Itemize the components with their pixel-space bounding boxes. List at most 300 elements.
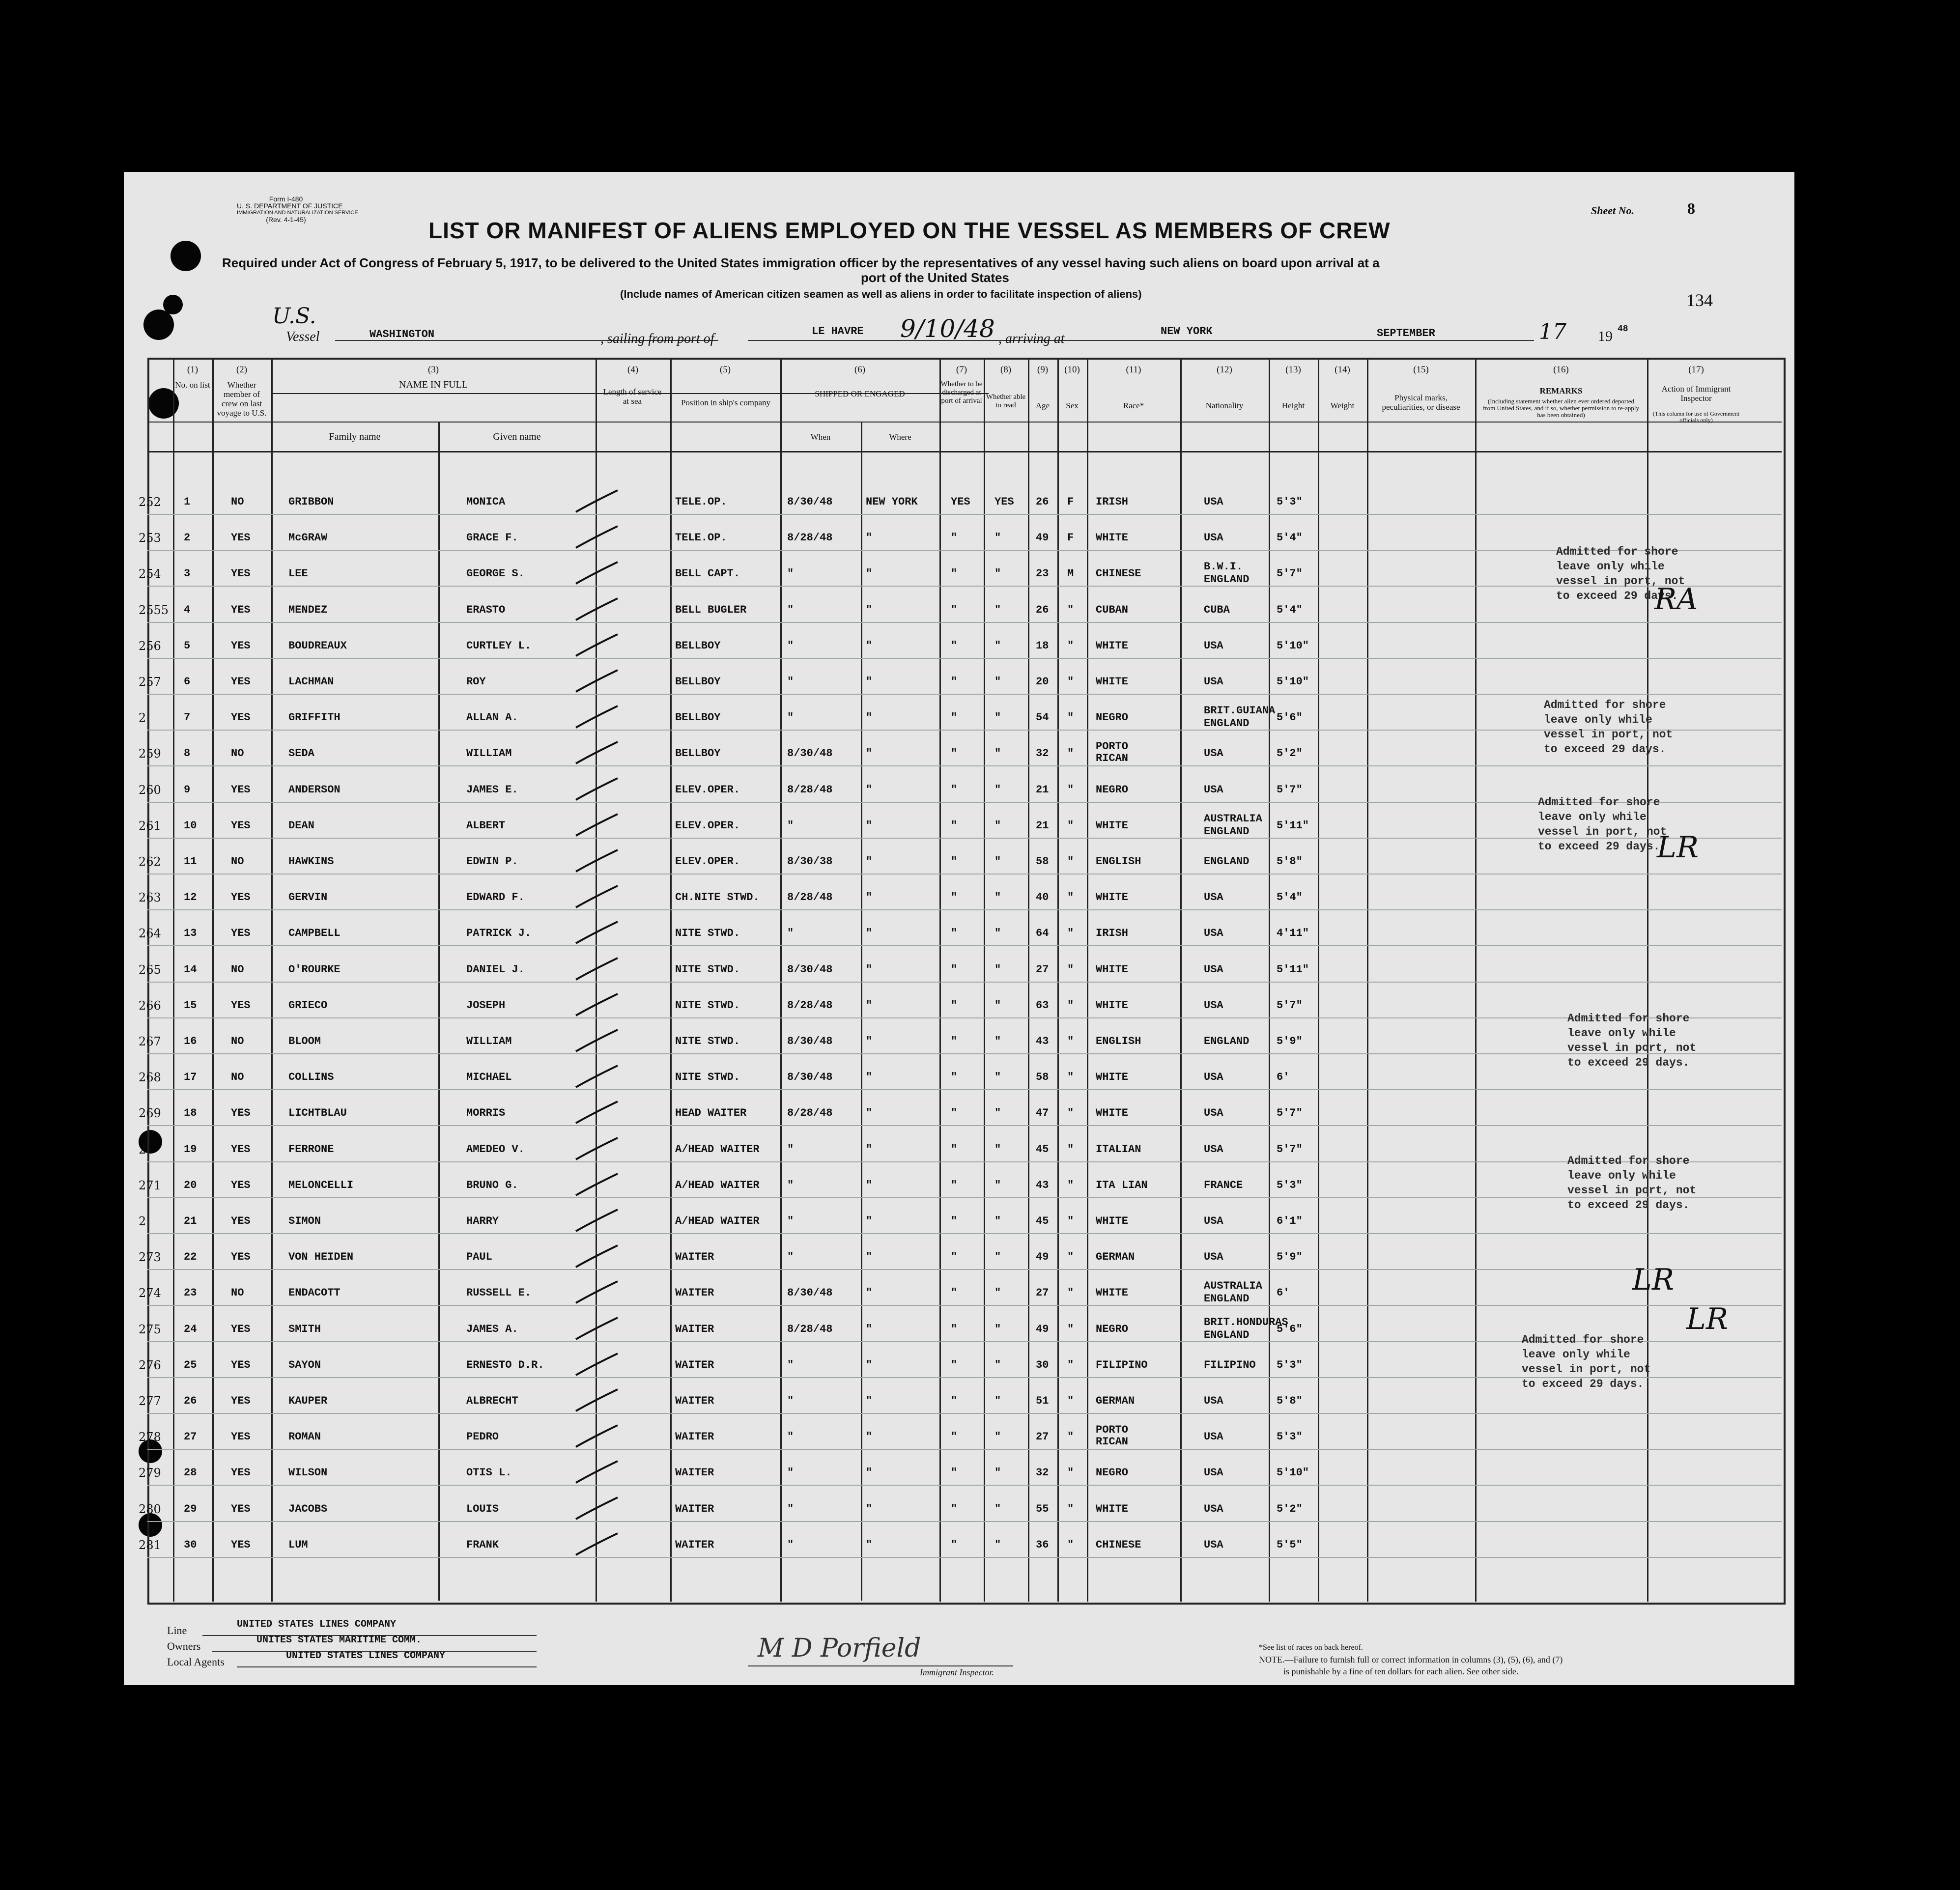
- able-to-read: ": [994, 891, 1001, 904]
- age: 58: [1036, 1071, 1049, 1084]
- previous-voyage: NO: [231, 963, 244, 976]
- service-tick-mark: [573, 919, 623, 948]
- list-number: 17: [184, 1071, 197, 1084]
- form-service: IMMIGRATION AND NATURALIZATION SERVICE: [237, 210, 358, 216]
- sex: ": [1067, 1395, 1074, 1407]
- previous-voyage: YES: [231, 1538, 251, 1551]
- discharged: ": [951, 1251, 958, 1264]
- nationality: USA: [1204, 1143, 1223, 1156]
- shipped-where: NEW YORK: [866, 496, 918, 508]
- shipped-where: ": [866, 783, 873, 796]
- footnote-races: *See list of races on back hereof.: [1259, 1643, 1363, 1652]
- age: 51: [1036, 1395, 1049, 1407]
- able-to-read: ": [994, 1143, 1001, 1156]
- able-to-read: ": [994, 783, 1001, 796]
- punch-hole: [163, 295, 183, 314]
- us-handwritten: U.S.: [272, 304, 316, 329]
- age: 32: [1036, 747, 1049, 760]
- service-tick-mark: [573, 1135, 623, 1164]
- row-margin-number: 260: [139, 783, 161, 797]
- height: 6': [1277, 1287, 1290, 1299]
- sex: F: [1067, 532, 1074, 544]
- family-name-header: Family name: [329, 431, 381, 442]
- discharged: ": [951, 855, 958, 868]
- discharged: ": [951, 747, 958, 760]
- port-to: NEW YORK: [1161, 325, 1213, 338]
- shipped-when: 8/30/48: [787, 963, 833, 976]
- col-10-number: (10): [1064, 365, 1080, 375]
- height: 6': [1277, 1071, 1290, 1084]
- footnote-note-2: is punishable by a fine of ten dollars for each alien. See other side.: [1283, 1666, 1519, 1676]
- race: WHITE: [1096, 1502, 1129, 1515]
- position: NITE STWD.: [675, 1071, 740, 1084]
- race: WHITE: [1096, 1107, 1129, 1120]
- nationality: USA: [1204, 999, 1223, 1012]
- agents-name: UNITED STATES LINES COMPANY: [286, 1650, 446, 1662]
- list-number: 23: [184, 1287, 197, 1299]
- list-number: 5: [184, 639, 191, 652]
- race: WHITE: [1096, 532, 1129, 544]
- able-to-read: ": [994, 1287, 1001, 1299]
- list-number: 22: [184, 1251, 197, 1264]
- race: ITALIAN: [1096, 1143, 1141, 1156]
- form-subtitle-2: port of the United States: [861, 270, 1009, 285]
- shipped-where: ": [866, 567, 873, 580]
- sex: ": [1067, 1502, 1074, 1515]
- col-1-number: (1): [187, 365, 199, 375]
- footnote-note: NOTE.—Failure to furnish full or correct information in columns (3), (5), (6), and (7): [1259, 1655, 1563, 1664]
- previous-voyage: YES: [231, 891, 251, 904]
- height: 5'3": [1277, 1358, 1303, 1371]
- col-17-subheader: (This column for use of Government officials only): [1652, 410, 1740, 423]
- row-margin-number: 266: [139, 998, 161, 1013]
- height: 5'7": [1277, 1107, 1303, 1120]
- height: 5'2": [1277, 1502, 1303, 1515]
- previous-voyage: YES: [231, 1502, 251, 1515]
- col-14-header: Weight: [1330, 401, 1355, 410]
- position: NITE STWD.: [675, 1035, 740, 1047]
- height: 5'9": [1277, 1251, 1303, 1264]
- previous-voyage: YES: [231, 1179, 251, 1191]
- previous-voyage: YES: [231, 1467, 251, 1479]
- previous-voyage: YES: [231, 532, 251, 544]
- family-name: MENDEZ: [288, 603, 328, 616]
- discharged: ": [951, 711, 958, 724]
- sex: ": [1067, 819, 1074, 832]
- discharged: ": [951, 532, 958, 544]
- form-number: Form I-480: [269, 195, 303, 203]
- agents-label: Local Agents: [167, 1656, 225, 1668]
- inspector-initials: LR: [1686, 1302, 1729, 1336]
- given-name: EDWIN P.: [466, 855, 518, 868]
- race: ENGLISH: [1096, 855, 1141, 868]
- nationality: ENGLAND: [1204, 855, 1250, 868]
- service-tick-mark: [573, 523, 623, 553]
- able-to-read: ": [994, 1251, 1001, 1264]
- height: 5'10": [1277, 639, 1309, 652]
- previous-voyage: YES: [231, 927, 251, 940]
- list-number: 10: [184, 819, 197, 832]
- shipped-where: ": [866, 1107, 873, 1120]
- previous-voyage: NO: [231, 1071, 244, 1084]
- shipped-where: ": [866, 963, 873, 976]
- family-name: LACHMAN: [288, 676, 334, 688]
- discharged: ": [951, 1071, 958, 1084]
- list-number: 3: [184, 567, 191, 580]
- family-name: SEDA: [288, 747, 314, 760]
- list-number: 11: [184, 855, 197, 868]
- shipped-when: ": [787, 639, 794, 652]
- able-to-read: ": [994, 1358, 1001, 1371]
- shipped-where: ": [866, 1538, 873, 1551]
- given-name: BRUNO G.: [466, 1179, 518, 1191]
- discharged: ": [951, 999, 958, 1012]
- service-tick-mark: [573, 811, 623, 841]
- sex: F: [1067, 496, 1074, 508]
- shipped-when: ": [787, 819, 794, 832]
- service-tick-mark: [573, 1351, 623, 1380]
- family-name: BLOOM: [288, 1035, 321, 1047]
- able-to-read: ": [994, 1179, 1001, 1191]
- shipped-where: ": [866, 1467, 873, 1479]
- given-name-header: Given name: [493, 431, 541, 442]
- service-tick-mark: [573, 1027, 623, 1056]
- age: 26: [1036, 496, 1049, 508]
- position: ELEV.OPER.: [675, 855, 740, 868]
- list-number: 12: [184, 891, 197, 904]
- shipped-where: ": [866, 747, 873, 760]
- service-tick-mark: [573, 1278, 623, 1308]
- position: BELLBOY: [675, 747, 721, 760]
- discharged: ": [951, 891, 958, 904]
- age: 54: [1036, 711, 1049, 724]
- shipped-where: ": [866, 1215, 873, 1227]
- position: NITE STWD.: [675, 927, 740, 940]
- shore-leave-stamp: Admitted for shore leave only while vessel in port, not to exceed 29 days.: [1556, 545, 1685, 602]
- given-name: ALBRECHT: [466, 1395, 518, 1407]
- service-tick-mark: [573, 991, 623, 1020]
- family-name: LUM: [288, 1538, 308, 1551]
- col-5-number: (5): [719, 365, 731, 375]
- shipped-when: ": [787, 1467, 794, 1479]
- shipped-when: 8/30/48: [787, 1287, 833, 1299]
- discharged: ": [951, 603, 958, 616]
- position: A/HEAD WAITER: [675, 1143, 760, 1156]
- able-to-read: ": [994, 1323, 1001, 1335]
- row-margin-number: 264: [139, 927, 161, 941]
- given-name: RUSSELL E.: [466, 1287, 532, 1299]
- col-9-number: (9): [1037, 365, 1049, 375]
- list-number: 30: [184, 1538, 197, 1551]
- given-name: CURTLEY L.: [466, 639, 532, 652]
- row-margin-number: 277: [139, 1394, 161, 1408]
- discharged: ": [951, 676, 958, 688]
- given-name: ERNESTO D.R.: [466, 1358, 544, 1371]
- given-name: DANIEL J.: [466, 963, 525, 976]
- shipped-where: ": [866, 1395, 873, 1407]
- previous-voyage: YES: [231, 711, 251, 724]
- row-margin-number: 257: [139, 675, 161, 689]
- list-number: 29: [184, 1502, 197, 1515]
- nationality: USA: [1204, 639, 1223, 652]
- age: 64: [1036, 927, 1049, 940]
- height: 5'8": [1277, 855, 1303, 868]
- service-tick-mark: [573, 1530, 623, 1560]
- discharged: ": [951, 1215, 958, 1227]
- punch-hole: [143, 310, 174, 340]
- nationality: AUSTRALIA: [1204, 1280, 1262, 1293]
- able-to-read: ": [994, 1071, 1001, 1084]
- race: WHITE: [1096, 1287, 1129, 1299]
- col-12-header: Nationality: [1205, 401, 1244, 410]
- nationality: CUBA: [1204, 603, 1230, 616]
- previous-voyage: NO: [231, 496, 244, 508]
- height: 6'1": [1277, 1215, 1303, 1227]
- form-subtitle: Required under Act of Congress of February 5, 1917, to be delivered to the United States immigration officer by the representatives of any vessel having such aliens on board upon arrival at a: [222, 255, 1380, 270]
- able-to-read: ": [994, 1395, 1001, 1407]
- service-tick-mark: [573, 1386, 623, 1416]
- family-name: GERVIN: [288, 891, 328, 904]
- service-tick-mark: [573, 703, 623, 733]
- row-margin-number: 261: [139, 818, 161, 833]
- arrival-month: SEPTEMBER: [1377, 327, 1435, 339]
- position: ELEV.OPER.: [675, 819, 740, 832]
- row-margin-number: 253: [139, 531, 161, 545]
- sex: ": [1067, 855, 1074, 868]
- col-10-header: Sex: [1066, 401, 1079, 410]
- family-name: CAMPBELL: [288, 927, 341, 940]
- given-name: ALLAN A.: [466, 711, 518, 724]
- age: 58: [1036, 855, 1049, 868]
- position: CH.NITE STWD.: [675, 891, 760, 904]
- height: 4'11": [1277, 927, 1309, 940]
- age: 55: [1036, 1502, 1049, 1515]
- family-name: ANDERSON: [288, 783, 341, 796]
- list-number: 7: [184, 711, 191, 724]
- position: BELLBOY: [675, 676, 721, 688]
- given-name: FRANK: [466, 1538, 499, 1551]
- discharged: ": [951, 1395, 958, 1407]
- age: 49: [1036, 532, 1049, 544]
- col-8-header: Whether able to read: [986, 393, 1026, 409]
- given-name: ALBERT: [466, 819, 506, 832]
- service-tick-mark: [573, 487, 623, 517]
- service-tick-mark: [573, 1422, 623, 1452]
- position: WAITER: [675, 1287, 714, 1299]
- list-number: 9: [184, 783, 191, 796]
- nationality-2: ENGLAND: [1204, 573, 1250, 586]
- col-16-subheader: (Including statement whether alien ever ordered deported from United States, and if so, whether permission to re-apply has been obtained): [1482, 397, 1640, 419]
- col-11-number: (11): [1126, 365, 1141, 375]
- family-name: VON HEIDEN: [288, 1251, 354, 1264]
- age: 36: [1036, 1538, 1049, 1551]
- height: 5'7": [1277, 1143, 1303, 1156]
- given-name: PAUL: [466, 1251, 492, 1264]
- race: FILIPINO: [1096, 1358, 1148, 1371]
- previous-voyage: NO: [231, 855, 244, 868]
- shipped-where: ": [866, 927, 873, 940]
- previous-voyage: YES: [231, 1215, 251, 1227]
- age: 45: [1036, 1215, 1049, 1227]
- list-number: 27: [184, 1431, 197, 1443]
- height: 5'3": [1277, 1179, 1303, 1191]
- col-2-header: Whether member of crew on last voyage to U.S.: [217, 380, 267, 418]
- able-to-read: ": [994, 927, 1001, 940]
- row-margin-number: 263: [139, 891, 161, 905]
- nationality: USA: [1204, 783, 1223, 796]
- age: 45: [1036, 1143, 1049, 1156]
- nationality: ENGLAND: [1204, 1035, 1250, 1047]
- able-to-read: ": [994, 567, 1001, 580]
- list-number: 8: [184, 747, 191, 760]
- form-rev: (Rev. 4-1-45): [266, 216, 306, 224]
- position: NITE STWD.: [675, 999, 740, 1012]
- discharged: ": [951, 819, 958, 832]
- list-number: 24: [184, 1323, 197, 1335]
- age: 21: [1036, 783, 1049, 796]
- arriving-label: , arriving at: [998, 331, 1065, 346]
- sex: ": [1067, 1143, 1074, 1156]
- list-number: 25: [184, 1358, 197, 1371]
- family-name: MELONCELLI: [288, 1179, 354, 1191]
- shipped-when: 8/28/48: [787, 532, 833, 544]
- shipped-when: ": [787, 676, 794, 688]
- shipped-where: ": [866, 676, 873, 688]
- sex: ": [1067, 676, 1074, 688]
- col-6-header: SHIPPED OR ENGAGED: [815, 389, 905, 398]
- row-margin-number: 254: [139, 567, 161, 581]
- able-to-read: ": [994, 1502, 1001, 1515]
- race: IRISH: [1096, 496, 1129, 508]
- able-to-read: ": [994, 603, 1001, 616]
- shipped-when: ": [787, 711, 794, 724]
- row-margin-number: 259: [139, 747, 161, 761]
- given-name: GRACE F.: [466, 532, 518, 544]
- age: 43: [1036, 1179, 1049, 1191]
- nationality: USA: [1204, 1107, 1223, 1120]
- nationality: USA: [1204, 1431, 1223, 1443]
- able-to-read: ": [994, 532, 1001, 544]
- nationality: FRANCE: [1204, 1179, 1243, 1191]
- height: 5'4": [1277, 532, 1303, 544]
- given-name: PEDRO: [466, 1431, 499, 1443]
- race: PORTO RICAN: [1096, 1424, 1129, 1448]
- position: WAITER: [675, 1431, 714, 1443]
- discharged: ": [951, 1107, 958, 1120]
- age: 26: [1036, 603, 1049, 616]
- shore-leave-stamp: Admitted for shore leave only while vessel in port, not to exceed 29 days.: [1544, 699, 1673, 756]
- age: 18: [1036, 639, 1049, 652]
- position: BELLBOY: [675, 639, 721, 652]
- nationality-2: ENGLAND: [1204, 1328, 1250, 1341]
- race: PORTO RICAN: [1096, 740, 1129, 765]
- previous-voyage: YES: [231, 1395, 251, 1407]
- family-name: COLLINS: [288, 1071, 334, 1084]
- list-number: 18: [184, 1107, 197, 1120]
- height: 5'7": [1277, 567, 1303, 580]
- previous-voyage: YES: [231, 1251, 251, 1264]
- nationality: B.W.I.: [1204, 561, 1243, 573]
- given-name: MORRIS: [466, 1107, 506, 1120]
- row-margin-number: 280: [139, 1502, 161, 1516]
- race: IRISH: [1096, 927, 1129, 940]
- sex: ": [1067, 1467, 1074, 1479]
- given-name: MICHAEL: [466, 1071, 512, 1084]
- shipped-when: 8/28/48: [787, 999, 833, 1012]
- col-1-header: No. on list: [175, 380, 210, 390]
- able-to-read: ": [994, 639, 1001, 652]
- nationality: USA: [1204, 1071, 1223, 1084]
- sex: M: [1067, 567, 1074, 580]
- position: NITE STWD.: [675, 963, 740, 976]
- col-4-number: (4): [627, 365, 639, 375]
- col-12-number: (12): [1217, 365, 1232, 375]
- shore-leave-stamp: Admitted for shore leave only while vessel in port, not to exceed 29 days.: [1567, 1155, 1697, 1212]
- position: BELLBOY: [675, 711, 721, 724]
- nationality: USA: [1204, 1215, 1223, 1227]
- sex: ": [1067, 1538, 1074, 1551]
- sex: ": [1067, 783, 1074, 796]
- family-name: JACOBS: [288, 1502, 328, 1515]
- discharged: YES: [951, 496, 970, 508]
- able-to-read: YES: [994, 496, 1014, 508]
- row-margin-number: 262: [139, 855, 161, 869]
- previous-voyage: NO: [231, 1287, 244, 1299]
- inspector-initials: LR: [1632, 1263, 1675, 1297]
- position: A/HEAD WAITER: [675, 1215, 760, 1227]
- discharged: ": [951, 1287, 958, 1299]
- service-tick-mark: [573, 1315, 623, 1344]
- sex: ": [1067, 999, 1074, 1012]
- col-16-number: (16): [1553, 365, 1569, 375]
- given-name: GEORGE S.: [466, 567, 525, 580]
- height: 5'10": [1277, 1467, 1309, 1479]
- family-name: FERRONE: [288, 1143, 334, 1156]
- position: WAITER: [675, 1502, 714, 1515]
- discharged: ": [951, 1538, 958, 1551]
- sex: ": [1067, 1215, 1074, 1227]
- shipped-where: ": [866, 1179, 873, 1191]
- sheet-number: 8: [1687, 199, 1695, 217]
- col-2-number: (2): [236, 365, 248, 375]
- nationality: USA: [1204, 927, 1223, 940]
- list-number: 20: [184, 1179, 197, 1191]
- family-name: ROMAN: [288, 1431, 321, 1443]
- able-to-read: ": [994, 1467, 1001, 1479]
- position: WAITER: [675, 1395, 714, 1407]
- col-15-number: (15): [1413, 365, 1429, 375]
- age: 32: [1036, 1467, 1049, 1479]
- race: WHITE: [1096, 639, 1129, 652]
- discharged: ": [951, 927, 958, 940]
- service-tick-mark: [573, 1207, 623, 1236]
- discharged: ": [951, 1035, 958, 1047]
- shipped-when: 8/30/48: [787, 747, 833, 760]
- shipped-where: ": [866, 855, 873, 868]
- shipped-where: ": [866, 1431, 873, 1443]
- list-number: 16: [184, 1035, 197, 1047]
- family-name: GRIBBON: [288, 496, 334, 508]
- position: BELL CAPT.: [675, 567, 740, 580]
- shore-leave-stamp: Admitted for shore leave only while vessel in port, not to exceed 29 days.: [1538, 796, 1667, 853]
- nationality: AUSTRALIA: [1204, 812, 1262, 825]
- age: 27: [1036, 1431, 1049, 1443]
- shipped-where: ": [866, 711, 873, 724]
- shipped-where: ": [866, 1071, 873, 1084]
- sex: ": [1067, 1358, 1074, 1371]
- vessel-label: Vessel: [286, 329, 320, 344]
- row-margin-number: 2: [139, 1214, 146, 1228]
